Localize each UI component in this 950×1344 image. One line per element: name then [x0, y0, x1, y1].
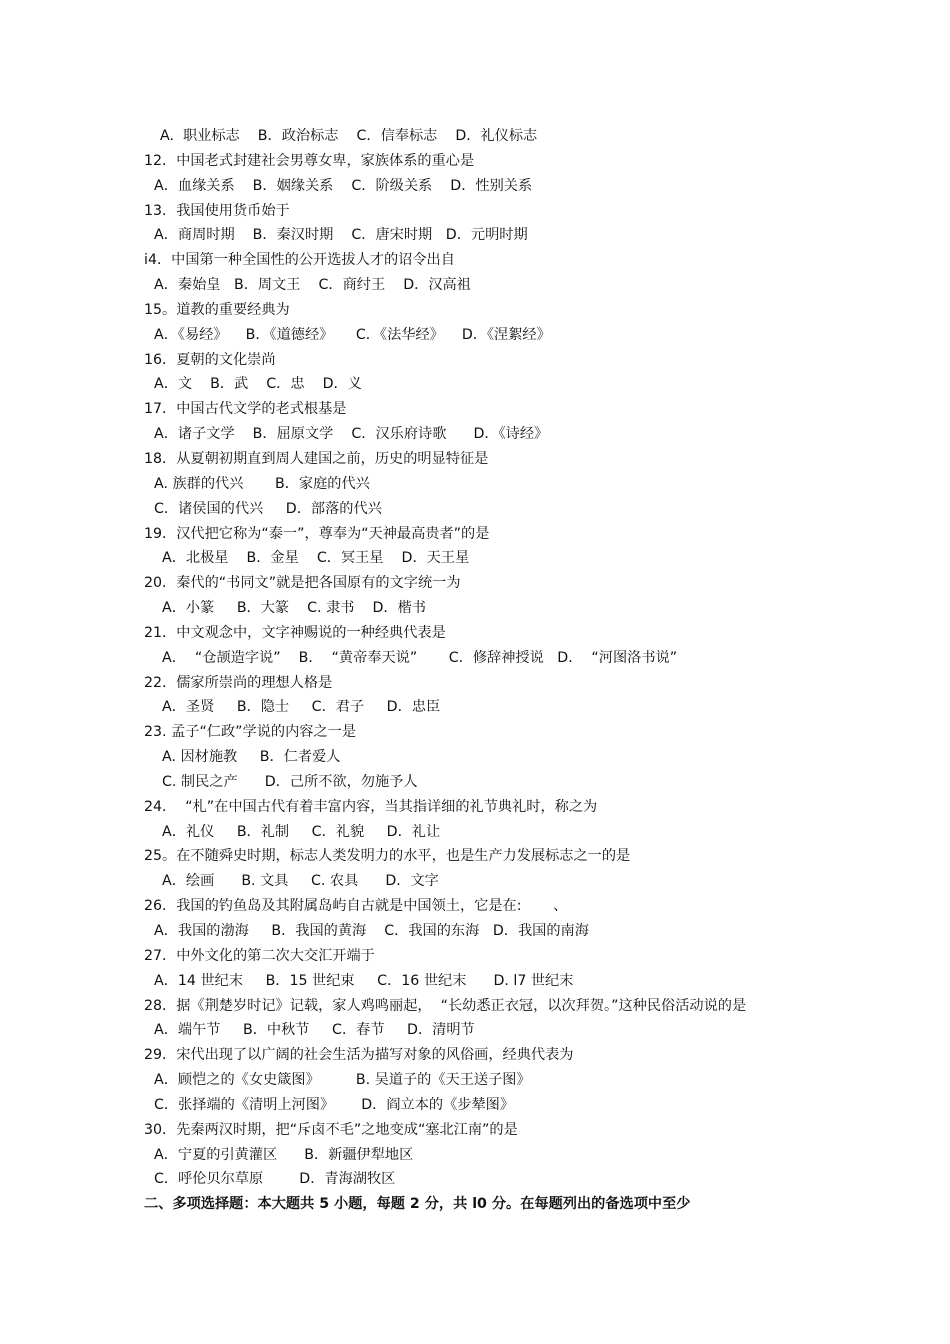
answer-options: A．顾恺之的《女史箴图》 B. 吴道子的《天王送子图》 [154, 1072, 531, 1089]
question-text: 20．秦代的“书同文”就是把各国原有的文字统一为 [144, 575, 461, 592]
question-text: 24． “札”在中国古代有着丰富内容，当其指详细的礼节典礼时，称之为 [144, 798, 598, 815]
question-text: 28．据《荆楚岁时记》记载，家人鸡鸣丽起， “长幼悉正衣冠，以次拜贺。”这种民俗活动说的是 [144, 997, 747, 1014]
question-text: i4．中国第一种全国性的公开选拔人才的诏令出自 [144, 252, 455, 269]
answer-options: A． “仓颉造字说” B． “黄帝奉天说” C．修辞神授说 D． “河图洛书说” [162, 649, 678, 666]
question-text: 13．我国使用货币始于 [144, 202, 290, 219]
question-text: 16．夏朝的文化崇尚 [144, 351, 276, 368]
document-page [0, 124, 950, 1217]
question-text: 21．中文观念中，文字神赐说的一种经典代表是 [144, 624, 446, 641]
answer-options: C．张择端的《清明上河图》 D．阎立本的《步辇图》 [154, 1096, 515, 1113]
answer-options: C．呼伦贝尔草原 D．青海湖牧区 [154, 1171, 396, 1188]
answer-options: A．绘画 B. 文具 C. 农具 D．文字 [162, 873, 439, 890]
question-text: 25。在不随舜史时期，标志人类发明力的水平，也是生产力发展标志之一的是 [144, 848, 631, 865]
answer-options: A．礼仪 B．礼制 C．礼貌 D．礼让 [162, 823, 441, 840]
answer-options: A．《易经》 B．《道德经》 C．《法华经》 D．《涅絮经》 [154, 326, 551, 343]
answer-options: A. 因材施教 B．仁者爱人 [162, 749, 341, 766]
answer-options: A．小篆 B．大篆 C. 隶书 D．楷书 [162, 600, 426, 617]
answer-options: C. 制民之产 D．己所不欲，勿施予人 [162, 773, 418, 790]
question-text: 27．中外文化的第二次大交汇开端于 [144, 947, 375, 964]
question-text: 15。道教的重要经典为 [144, 301, 290, 318]
question-text: 29．宋代出现了以广阔的社会生活为描写对象的风俗画，经典代表为 [144, 1047, 574, 1064]
answer-options: A．文 B．武 C．忠 D．义 [154, 376, 362, 393]
answer-options: A. 职业标志 B．政治标志 C．信奉标志 D．礼仪标志 [160, 128, 538, 144]
question-text: 30．先秦两汉时期，把“斥卤不毛”之地变成“塞北江南”的是 [144, 1121, 518, 1138]
answer-options: C．诸侯国的代兴 D．部落的代兴 [154, 500, 382, 517]
answer-options: A．圣贤 B．隐士 C．君子 D．忠臣 [162, 699, 441, 716]
question-text: 18．从夏朝初期直到周人建国之前，历史的明显特征是 [144, 450, 489, 467]
question-text: 17．中国古代文学的老式根基是 [144, 401, 347, 418]
question-text: 26．我国的钓鱼岛及其附属岛屿自古就是中国领土，它是在: 、 [144, 898, 568, 915]
answer-options: A．商周时期 B．秦汉时期 C．唐宋时期 D．元明时期 [154, 227, 528, 244]
answer-options: A．14 世纪末 B．15 世纪束 C．16 世纪末 D. l7 世纪末 [154, 972, 574, 989]
answer-options: A．血缘关系 B．姻缘关系 C．阶级关系 D．性别关系 [154, 177, 533, 194]
question-text: 19．汉代把它称为“泰一”，尊奉为“天神最高贵者”的是 [144, 525, 490, 542]
question-text: 23. 孟子“仁政”学说的内容之一是 [144, 724, 357, 741]
section-heading: 二、多项选择题：本大题共 5 小题，每题 2 分，共 l0 分。在每题列出的备选项中至少 [144, 1196, 691, 1213]
answer-options: A．端午节 B．中秋节 C．春节 D．清明节 [154, 1022, 475, 1039]
answer-options: A．我国的渤海 B．我国的黄海 C．我国的东海 D．我国的南海 [154, 923, 589, 939]
answer-options: A．北极星 B．金星 C．冥王星 D．天王星 [162, 550, 470, 567]
question-text: 12．中国老式封建社会男尊女卑，家族体系的重心是 [144, 152, 475, 169]
answer-options: A. 族群的代兴 B．家庭的代兴 [154, 475, 370, 492]
question-text: 22．儒家所崇尚的理想人格是 [144, 674, 333, 691]
answer-options: A．宁夏的引黄灌区 B．新疆伊犁地区 [154, 1146, 414, 1163]
answer-options: A．秦始皇 B．周文王 C．商纣王 D．汉高祖 [154, 277, 471, 294]
answer-options: A．诸子文学 B．屈原文学 C．汉乐府诗歌 D．《诗经》 [154, 426, 549, 443]
